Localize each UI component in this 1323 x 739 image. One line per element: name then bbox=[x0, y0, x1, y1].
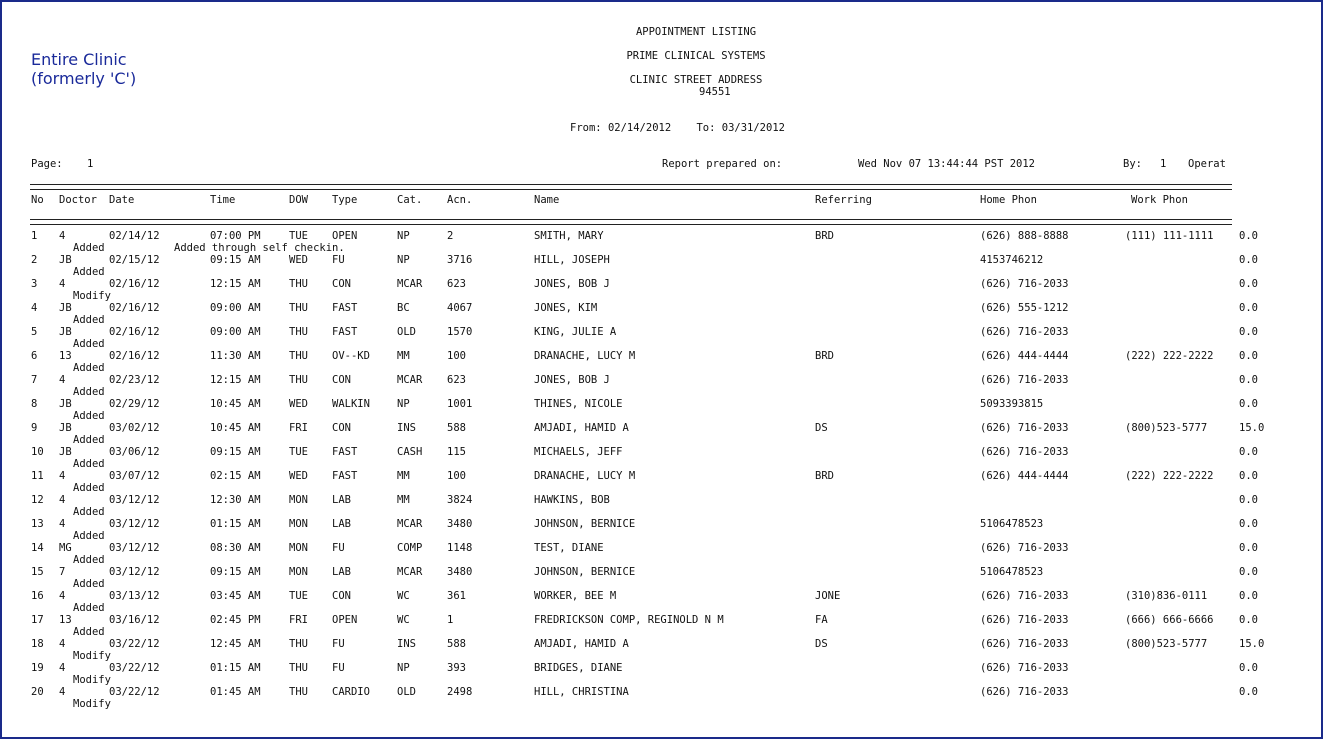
cell-work: (222) 222-2222 bbox=[1125, 350, 1214, 362]
cell-amt: 0.0 bbox=[1239, 470, 1258, 482]
cell-time: 01:15 AM bbox=[210, 662, 261, 674]
cell-dow: TUE bbox=[289, 446, 308, 458]
cell-dow: TUE bbox=[289, 590, 308, 602]
cell-doc: JB bbox=[59, 254, 72, 266]
cell-home: (626) 716-2033 bbox=[980, 686, 1069, 698]
cell-amt: 0.0 bbox=[1239, 494, 1258, 506]
cell-cat: WC bbox=[397, 590, 410, 602]
cell-no: 12 bbox=[31, 494, 44, 506]
cell-dow: THU bbox=[289, 374, 308, 386]
cell-type: FAST bbox=[332, 302, 358, 314]
cell-dow: THU bbox=[289, 686, 308, 698]
cell-status: Added bbox=[73, 410, 105, 422]
cell-type: LAB bbox=[332, 566, 351, 578]
prepared-date: Wed Nov 07 13:44:44 PST 2012 bbox=[858, 158, 1036, 170]
cell-work: (222) 222-2222 bbox=[1125, 470, 1214, 482]
cell-acn: 1148 bbox=[447, 542, 473, 554]
report-title: APPOINTMENT LISTING bbox=[635, 26, 757, 38]
cell-ref: BRD bbox=[815, 470, 834, 482]
cell-dow: WED bbox=[289, 254, 308, 266]
cell-cat: MM bbox=[397, 494, 410, 506]
cell-dow: FRI bbox=[289, 422, 308, 434]
cell-home: (626) 555-1212 bbox=[980, 302, 1069, 314]
cell-home: (626) 444-4444 bbox=[980, 470, 1069, 482]
cell-cat: WC bbox=[397, 614, 410, 626]
cell-amt: 0.0 bbox=[1239, 398, 1258, 410]
cell-time: 08:30 AM bbox=[210, 542, 261, 554]
cell-name: TEST, DIANE bbox=[534, 542, 604, 554]
cell-no: 19 bbox=[31, 662, 44, 674]
cell-cat: COMP bbox=[397, 542, 423, 554]
prepared-label: Report prepared on: bbox=[662, 158, 783, 170]
cell-cat: BC bbox=[397, 302, 410, 314]
cell-date: 02/16/12 bbox=[109, 278, 160, 290]
cell-no: 10 bbox=[31, 446, 44, 458]
cell-name: SMITH, MARY bbox=[534, 230, 604, 242]
page-label: Page: bbox=[31, 158, 63, 170]
cell-name: MICHAELS, JEFF bbox=[534, 446, 623, 458]
cell-time: 01:45 AM bbox=[210, 686, 261, 698]
cell-acn: 100 bbox=[447, 350, 466, 362]
cell-name: HAWKINS, BOB bbox=[534, 494, 610, 506]
cell-cat: NP bbox=[397, 254, 410, 266]
cell-dow: MON bbox=[289, 566, 308, 578]
cell-name: JOHNSON, BERNICE bbox=[534, 566, 636, 578]
cell-dow: WED bbox=[289, 398, 308, 410]
cell-dow: THU bbox=[289, 326, 308, 338]
clinic-address: CLINIC STREET ADDRESS bbox=[629, 74, 763, 86]
cell-cat: MM bbox=[397, 350, 410, 362]
cell-amt: 0.0 bbox=[1239, 662, 1258, 674]
cell-dow: MON bbox=[289, 518, 308, 530]
cell-dow: MON bbox=[289, 542, 308, 554]
cell-type: CARDIO bbox=[332, 686, 370, 698]
cell-doc: JB bbox=[59, 326, 72, 338]
cell-status: Added bbox=[73, 578, 105, 590]
cell-cat: NP bbox=[397, 230, 410, 242]
cell-type: FU bbox=[332, 662, 345, 674]
cell-name: AMJADI, HAMID A bbox=[534, 638, 629, 650]
cell-no: 7 bbox=[31, 374, 38, 386]
page-number: 1 bbox=[87, 158, 94, 170]
cell-doc: 4 bbox=[59, 638, 66, 650]
cell-type: CON bbox=[332, 374, 351, 386]
operator-label: Operat bbox=[1188, 158, 1226, 170]
cell-name: JONES, BOB J bbox=[534, 374, 610, 386]
cell-status: Modify bbox=[73, 674, 111, 686]
cell-work: (310)836-0111 bbox=[1125, 590, 1208, 602]
cell-type: LAB bbox=[332, 494, 351, 506]
cell-name: FREDRICKSON COMP, REGINOLD N M bbox=[534, 614, 724, 626]
cell-doc: JB bbox=[59, 422, 72, 434]
cell-time: 12:45 AM bbox=[210, 638, 261, 650]
cell-no: 15 bbox=[31, 566, 44, 578]
clinic-name: Entire Clinic bbox=[31, 50, 127, 69]
cell-home: (626) 888-8888 bbox=[980, 230, 1069, 242]
cell-doc: JB bbox=[59, 398, 72, 410]
cell-status: Added bbox=[73, 314, 105, 326]
column-header: Acn. bbox=[447, 194, 473, 206]
cell-work: (800)523-5777 bbox=[1125, 422, 1208, 434]
cell-name: JONES, KIM bbox=[534, 302, 598, 314]
cell-amt: 0.0 bbox=[1239, 446, 1258, 458]
cell-doc: 4 bbox=[59, 590, 66, 602]
clinic-former-name: (formerly 'C') bbox=[31, 69, 137, 88]
cell-time: 01:15 AM bbox=[210, 518, 261, 530]
cell-acn: 1570 bbox=[447, 326, 473, 338]
cell-no: 18 bbox=[31, 638, 44, 650]
cell-time: 09:00 AM bbox=[210, 326, 261, 338]
cell-acn: 100 bbox=[447, 470, 466, 482]
cell-doc: MG bbox=[59, 542, 72, 554]
cell-doc: JB bbox=[59, 446, 72, 458]
clinic-heading bbox=[31, 50, 136, 88]
cell-amt: 0.0 bbox=[1239, 350, 1258, 362]
cell-dow: THU bbox=[289, 278, 308, 290]
cell-cat: CASH bbox=[397, 446, 423, 458]
cell-time: 09:15 AM bbox=[210, 254, 261, 266]
cell-home: (626) 716-2033 bbox=[980, 446, 1069, 458]
cell-home: (626) 716-2033 bbox=[980, 278, 1069, 290]
cell-no: 6 bbox=[31, 350, 38, 362]
cell-amt: 0.0 bbox=[1239, 518, 1258, 530]
cell-cat: MCAR bbox=[397, 278, 423, 290]
cell-no: 13 bbox=[31, 518, 44, 530]
cell-ref: FA bbox=[815, 614, 828, 626]
cell-doc: JB bbox=[59, 302, 72, 314]
cell-status: Added bbox=[73, 338, 105, 350]
cell-doc: 4 bbox=[59, 662, 66, 674]
cell-no: 11 bbox=[31, 470, 44, 482]
cell-name: HILL, CHRISTINA bbox=[534, 686, 629, 698]
cell-no: 4 bbox=[31, 302, 38, 314]
cell-date: 02/29/12 bbox=[109, 398, 160, 410]
cell-time: 02:15 AM bbox=[210, 470, 261, 482]
cell-name: KING, JULIE A bbox=[534, 326, 617, 338]
cell-acn: 3716 bbox=[447, 254, 473, 266]
column-header: Time bbox=[210, 194, 236, 206]
column-header: Doctor bbox=[59, 194, 97, 206]
cell-cat: NP bbox=[397, 662, 410, 674]
from-label: From: bbox=[570, 122, 602, 134]
cell-home: (626) 716-2033 bbox=[980, 542, 1069, 554]
cell-status: Added bbox=[73, 266, 105, 278]
column-header: Work Phon bbox=[1131, 194, 1188, 206]
cell-ref: DS bbox=[815, 638, 828, 650]
cell-amt: 15.0 bbox=[1239, 422, 1265, 434]
clinic-zip: 94551 bbox=[699, 86, 731, 98]
cell-doc: 4 bbox=[59, 518, 66, 530]
cell-date: 02/16/12 bbox=[109, 350, 160, 362]
cell-time: 09:15 AM bbox=[210, 446, 261, 458]
cell-date: 03/12/12 bbox=[109, 494, 160, 506]
cell-date: 02/16/12 bbox=[109, 302, 160, 314]
cell-cat: MCAR bbox=[397, 566, 423, 578]
cell-time: 02:45 PM bbox=[210, 614, 261, 626]
cell-type: WALKIN bbox=[332, 398, 370, 410]
cell-date: 03/06/12 bbox=[109, 446, 160, 458]
cell-no: 2 bbox=[31, 254, 38, 266]
cell-home: 4153746212 bbox=[980, 254, 1044, 266]
cell-date: 02/23/12 bbox=[109, 374, 160, 386]
cell-cat: MM bbox=[397, 470, 410, 482]
cell-acn: 623 bbox=[447, 374, 466, 386]
cell-status: Modify bbox=[73, 290, 111, 302]
cell-amt: 0.0 bbox=[1239, 566, 1258, 578]
cell-amt: 0.0 bbox=[1239, 614, 1258, 626]
cell-status: Modify bbox=[73, 650, 111, 662]
cell-type: LAB bbox=[332, 518, 351, 530]
cell-name: JONES, BOB J bbox=[534, 278, 610, 290]
cell-date: 03/12/12 bbox=[109, 542, 160, 554]
cell-date: 03/22/12 bbox=[109, 638, 160, 650]
cell-date: 03/12/12 bbox=[109, 566, 160, 578]
cell-home: (626) 716-2033 bbox=[980, 614, 1069, 626]
column-header: No bbox=[31, 194, 44, 206]
cell-acn: 115 bbox=[447, 446, 466, 458]
cell-type: FAST bbox=[332, 470, 358, 482]
cell-amt: 15.0 bbox=[1239, 638, 1265, 650]
cell-no: 14 bbox=[31, 542, 44, 554]
cell-home: (626) 716-2033 bbox=[980, 590, 1069, 602]
cell-ref: BRD bbox=[815, 350, 834, 362]
cell-ref: JONE bbox=[815, 590, 841, 602]
cell-type: OPEN bbox=[332, 614, 358, 626]
cell-status: Added bbox=[73, 602, 105, 614]
cell-type: FAST bbox=[332, 446, 358, 458]
cell-amt: 0.0 bbox=[1239, 590, 1258, 602]
cell-dow: FRI bbox=[289, 614, 308, 626]
cell-amt: 0.0 bbox=[1239, 374, 1258, 386]
cell-dow: MON bbox=[289, 494, 308, 506]
cell-type: OV--KD bbox=[332, 350, 370, 362]
cell-name: THINES, NICOLE bbox=[534, 398, 623, 410]
cell-acn: 361 bbox=[447, 590, 466, 602]
cell-date: 03/02/12 bbox=[109, 422, 160, 434]
column-header: Name bbox=[534, 194, 560, 206]
by-label: By: bbox=[1123, 158, 1142, 170]
cell-doc: 13 bbox=[59, 350, 72, 362]
cell-acn: 588 bbox=[447, 422, 466, 434]
cell-name: JOHNSON, BERNICE bbox=[534, 518, 636, 530]
cell-acn: 4067 bbox=[447, 302, 473, 314]
by-value: 1 bbox=[1160, 158, 1167, 170]
cell-ref: DS bbox=[815, 422, 828, 434]
cell-type: FU bbox=[332, 542, 345, 554]
cell-status: Modify bbox=[73, 698, 111, 710]
cell-amt: 0.0 bbox=[1239, 278, 1258, 290]
cell-name: WORKER, BEE M bbox=[534, 590, 617, 602]
cell-acn: 1001 bbox=[447, 398, 473, 410]
cell-time: 10:45 AM bbox=[210, 422, 261, 434]
cell-acn: 588 bbox=[447, 638, 466, 650]
cell-home: (626) 716-2033 bbox=[980, 662, 1069, 674]
cell-status: Added bbox=[73, 482, 105, 494]
cell-date: 02/14/12 bbox=[109, 230, 160, 242]
cell-status: Added bbox=[73, 530, 105, 542]
column-header: Home Phon bbox=[980, 194, 1037, 206]
cell-acn: 3480 bbox=[447, 566, 473, 578]
header-rule-top bbox=[30, 184, 1232, 190]
cell-doc: 7 bbox=[59, 566, 66, 578]
cell-name: AMJADI, HAMID A bbox=[534, 422, 629, 434]
cell-work: (666) 666-6666 bbox=[1125, 614, 1214, 626]
cell-home: 5106478523 bbox=[980, 566, 1044, 578]
cell-date: 03/07/12 bbox=[109, 470, 160, 482]
cell-time: 12:15 AM bbox=[210, 278, 261, 290]
cell-doc: 4 bbox=[59, 374, 66, 386]
cell-cat: OLD bbox=[397, 686, 416, 698]
cell-doc: 4 bbox=[59, 230, 66, 242]
cell-date: 02/15/12 bbox=[109, 254, 160, 266]
cell-no: 16 bbox=[31, 590, 44, 602]
cell-status: Added bbox=[73, 362, 105, 374]
cell-cat: NP bbox=[397, 398, 410, 410]
cell-doc: 4 bbox=[59, 686, 66, 698]
cell-work: (800)523-5777 bbox=[1125, 638, 1208, 650]
cell-cat: INS bbox=[397, 638, 416, 650]
header-rule-bottom bbox=[30, 219, 1232, 225]
cell-time: 12:15 AM bbox=[210, 374, 261, 386]
cell-cat: MCAR bbox=[397, 518, 423, 530]
cell-date: 03/22/12 bbox=[109, 686, 160, 698]
cell-home: (626) 444-4444 bbox=[980, 350, 1069, 362]
cell-dow: THU bbox=[289, 638, 308, 650]
cell-status: Added bbox=[73, 554, 105, 566]
cell-dow: WED bbox=[289, 470, 308, 482]
date-range bbox=[570, 122, 785, 134]
cell-no: 9 bbox=[31, 422, 38, 434]
cell-type: CON bbox=[332, 590, 351, 602]
cell-name: DRANACHE, LUCY M bbox=[534, 470, 636, 482]
column-header: Date bbox=[109, 194, 135, 206]
cell-dow: THU bbox=[289, 302, 308, 314]
cell-home: 5106478523 bbox=[980, 518, 1044, 530]
cell-status: Added bbox=[73, 626, 105, 638]
cell-acn: 2 bbox=[447, 230, 454, 242]
cell-time: 11:30 AM bbox=[210, 350, 261, 362]
cell-amt: 0.0 bbox=[1239, 686, 1258, 698]
cell-no: 1 bbox=[31, 230, 38, 242]
cell-date: 03/16/12 bbox=[109, 614, 160, 626]
cell-home: (626) 716-2033 bbox=[980, 422, 1069, 434]
from-date: 02/14/2012 bbox=[607, 122, 672, 134]
cell-home: 5093393815 bbox=[980, 398, 1044, 410]
cell-name: BRIDGES, DIANE bbox=[534, 662, 623, 674]
cell-work: (111) 111-1111 bbox=[1125, 230, 1214, 242]
company-name: PRIME CLINICAL SYSTEMS bbox=[626, 50, 766, 62]
column-header: Cat. bbox=[397, 194, 423, 206]
cell-status: Added bbox=[73, 506, 105, 518]
to-label: To: bbox=[696, 122, 716, 134]
cell-doc: 4 bbox=[59, 470, 66, 482]
cell-type: CON bbox=[332, 422, 351, 434]
cell-home: (626) 716-2033 bbox=[980, 638, 1069, 650]
column-header: Referring bbox=[815, 194, 872, 206]
cell-acn: 1 bbox=[447, 614, 454, 626]
cell-home: (626) 716-2033 bbox=[980, 374, 1069, 386]
to-date: 03/31/2012 bbox=[721, 122, 785, 134]
cell-type: OPEN bbox=[332, 230, 358, 242]
cell-name: DRANACHE, LUCY M bbox=[534, 350, 636, 362]
cell-date: 03/12/12 bbox=[109, 518, 160, 530]
cell-cat: INS bbox=[397, 422, 416, 434]
cell-type: FU bbox=[332, 638, 345, 650]
cell-dow: THU bbox=[289, 350, 308, 362]
column-header: DOW bbox=[289, 194, 308, 206]
cell-amt: 0.0 bbox=[1239, 230, 1258, 242]
cell-doc: 4 bbox=[59, 494, 66, 506]
cell-date: 02/16/12 bbox=[109, 326, 160, 338]
cell-no: 20 bbox=[31, 686, 44, 698]
cell-amt: 0.0 bbox=[1239, 254, 1258, 266]
cell-time: 03:45 AM bbox=[210, 590, 261, 602]
cell-time: 09:15 AM bbox=[210, 566, 261, 578]
cell-no: 5 bbox=[31, 326, 38, 338]
cell-time: 09:00 AM bbox=[210, 302, 261, 314]
cell-doc: 4 bbox=[59, 278, 66, 290]
cell-status: Added bbox=[73, 458, 105, 470]
cell-time: 10:45 AM bbox=[210, 398, 261, 410]
cell-amt: 0.0 bbox=[1239, 542, 1258, 554]
cell-amt: 0.0 bbox=[1239, 326, 1258, 338]
cell-time: 12:30 AM bbox=[210, 494, 261, 506]
cell-home: (626) 716-2033 bbox=[980, 326, 1069, 338]
cell-no: 8 bbox=[31, 398, 38, 410]
cell-date: 03/22/12 bbox=[109, 662, 160, 674]
cell-dow: TUE bbox=[289, 230, 308, 242]
cell-type: FU bbox=[332, 254, 345, 266]
cell-type: FAST bbox=[332, 326, 358, 338]
cell-acn: 3824 bbox=[447, 494, 473, 506]
cell-date: 03/13/12 bbox=[109, 590, 160, 602]
cell-time: 07:00 PM bbox=[210, 230, 261, 242]
cell-status: Added bbox=[73, 386, 105, 398]
cell-acn: 393 bbox=[447, 662, 466, 674]
column-header: Type bbox=[332, 194, 358, 206]
cell-status: Added bbox=[73, 242, 105, 254]
cell-ref: BRD bbox=[815, 230, 834, 242]
cell-acn: 2498 bbox=[447, 686, 473, 698]
cell-no: 3 bbox=[31, 278, 38, 290]
cell-cat: OLD bbox=[397, 326, 416, 338]
cell-name: HILL, JOSEPH bbox=[534, 254, 610, 266]
cell-amt: 0.0 bbox=[1239, 302, 1258, 314]
cell-note: Added through self checkin. bbox=[174, 242, 345, 254]
cell-type: CON bbox=[332, 278, 351, 290]
cell-cat: MCAR bbox=[397, 374, 423, 386]
cell-no: 17 bbox=[31, 614, 44, 626]
cell-dow: THU bbox=[289, 662, 308, 674]
cell-acn: 623 bbox=[447, 278, 466, 290]
cell-status: Added bbox=[73, 434, 105, 446]
cell-doc: 13 bbox=[59, 614, 72, 626]
cell-acn: 3480 bbox=[447, 518, 473, 530]
